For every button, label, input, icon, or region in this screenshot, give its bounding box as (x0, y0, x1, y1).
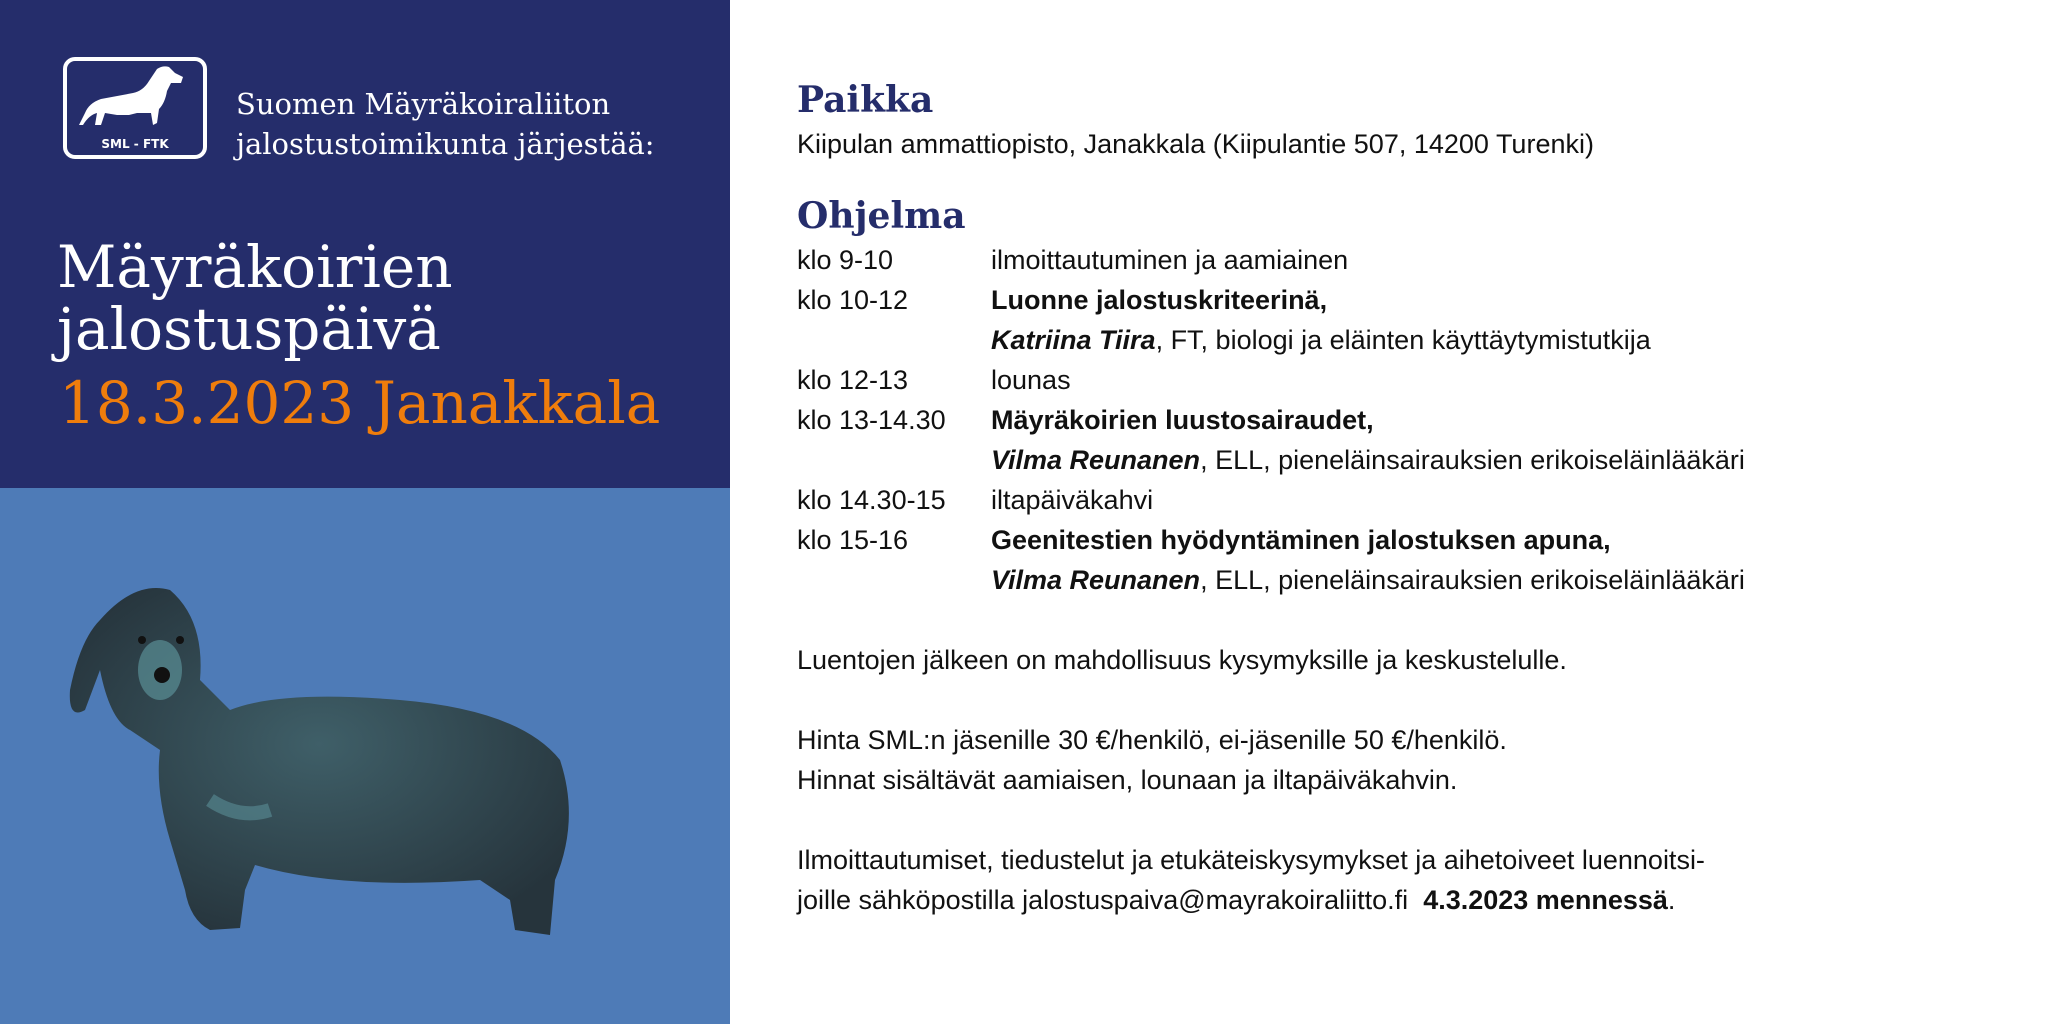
program-text: iltapäiväkahvi (991, 485, 1154, 515)
program-title: Luonne jalostuskriteerinä, (991, 285, 1328, 315)
program-item (797, 240, 2017, 280)
photo-panel (0, 488, 730, 1024)
dachshund-silhouette-icon (71, 63, 201, 135)
program-time: klo 12-13 (797, 365, 909, 395)
organizer-text: Suomen Mäyräkoiraliiton jalostustoimikunta järjestää: (236, 87, 655, 161)
deadline: 4.3.2023 mennessä (1423, 885, 1668, 915)
speaker-desc: , FT, biologi ja eläinten käyttäytymistutkija (1155, 325, 1651, 355)
program-time: klo 9-10 (797, 245, 894, 275)
program-item (797, 400, 2017, 440)
program-item (797, 360, 2017, 400)
email-link[interactable]: jalostuspaiva@mayrakoiraliitto.fi (1022, 885, 1409, 915)
dachshund-photo (40, 560, 640, 960)
speaker-name: Vilma Reunanen (991, 445, 1201, 475)
place-text: Kiipulan ammattiopisto, Janakkala (Kiipulantie 507, 14200 Turenki) (797, 129, 1594, 159)
program-item (797, 280, 2017, 320)
header-panel (0, 0, 730, 488)
program-speaker-row (797, 440, 2017, 480)
registration-text: Ilmoittautumiset, tiedustelut ja etukäteiskysymykset ja aihetoiveet luennoitsi- (797, 845, 1705, 875)
speaker-name: Vilma Reunanen (991, 565, 1201, 595)
program-title: Geenitestien hyödyntäminen jalostuksen apuna, (991, 525, 1611, 555)
speaker-name: Katriina Tiira (991, 325, 1156, 355)
program-heading: Ohjelma (797, 195, 966, 237)
program-time: klo 15-16 (797, 525, 909, 555)
event-details (797, 76, 2017, 920)
logo-text: SML - FTK (101, 137, 169, 151)
price-includes-text: Hinnat sisältävät aamiaisen, lounaan ja iltapäiväkahvin. (797, 765, 1458, 795)
place-heading: Paikka (797, 79, 934, 121)
program-speaker-row (797, 560, 2017, 600)
discussion-text: Luentojen jälkeen on mahdollisuus kysymyksille ja keskustelulle. (797, 645, 1567, 675)
program-text: ilmoittautuminen ja aamiainen (991, 245, 1349, 275)
speaker-desc: , ELL, pieneläinsairauksien erikoiseläinlääkäri (1200, 445, 1745, 475)
program-item (797, 480, 2017, 520)
program-time: klo 14.30-15 (797, 485, 946, 515)
program-speaker-row (797, 320, 2017, 360)
program-time: klo 13-14.30 (797, 405, 946, 435)
program-text: lounas (991, 365, 1071, 395)
price-text: Hinta SML:n jäsenille 30 €/henkilö, ei-jäsenille 50 €/henkilö. (797, 725, 1507, 755)
event-date-place: 18.3.2023 Janakkala (59, 369, 661, 437)
program-title: Mäyräkoirien luustosairaudet, (991, 405, 1374, 435)
registration-text-2: joille sähköpostilla jalostuspaiva@mayrakoiraliitto.fi 4.3.2023 mennessä. (797, 885, 1676, 915)
event-title: Mäyräkoirien jalostuspäivä (57, 233, 453, 363)
speaker-desc: , ELL, pieneläinsairauksien erikoiseläinlääkäri (1200, 565, 1745, 595)
program-item (797, 520, 2017, 560)
logo (63, 57, 207, 159)
program-time: klo 10-12 (797, 285, 909, 315)
